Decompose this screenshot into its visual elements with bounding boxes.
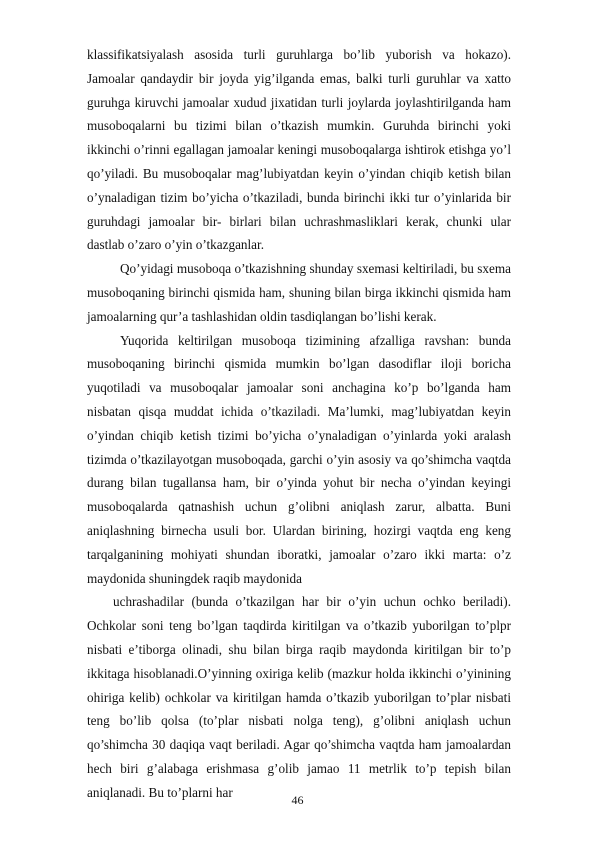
document-page — [87, 43, 511, 805]
page-number: 46 — [291, 793, 304, 807]
paragraph-2: Qo’yidagi musoboqa o’tkazishning shunday sxemasi keltiriladi, bu sxema musoboqaning birinchi qismida ham, shuning bilan birga ikkinchi qismida ham jamoalarning qur’a tashlashidan oldin tasdiqlangan bo’lishi kerak. — [87, 261, 511, 324]
paragraph-1: klassifikatsiyalash asosida turli guruhlarga bo’lib yuborish va hokazo). Jamoalar qandaydir bir joyda yig’ilganda emas, balki turli guruhlar va xatto guruhga kiruvchi jamoalar xudud jixatidan turli joylarda joylashtirilganda ham musoboqalarni bu tizimi bilan o’tkazish mumkin. Guruhda birinchi yoki ikkinchi o’rinni egallagan jamoalar keningi musoboqalarga ishtirok etishga yo’l qo’yiladi. Bu musoboqalar mag’lubiyatdan keyin o’yindan chiqib ketish bilan o’ynaladigan tizim bo’yicha o’tkaziladi, bunda birinchi ikki tur o’yinlarida bir guruhdagi jamoalar bir- birlari bilan uchrashmasliklari kerak, chunki ular dastlab o’zaro o’yin o’tkazganlar. — [87, 47, 511, 253]
paragraph-3: Yuqorida keltirilgan musoboqa tizimining afzalliga ravshan: bunda musoboqaning birinchi qismida mumkin bo’lgan dasodiflar iloji boricha yuqotiladi va musoboqalar jamoalar soni anchagina ko’p bo’lganda ham nisbatan qisqa muddat ichida o’tkaziladi. Ma’lumki, mag’lubiyatdan keyin o’yindan chiqib ketish tizimi bo’yicha o’ynaladigan o’yinlarda yoki aralash tizimda o’tkazilayotgan musoboqada, garchi o’yin asosiy va qo’shimcha vaqtda durang bilan tugallansa ham, bir o’yinda yohut bir necha o’yindan keyingi musoboqalarda qatnashish uchun g’olibni aniqlash zarur, albatta. Buni aniqlashning birnecha usuli bor. Ulardan birining, hozirgi vaqtda eng keng tarqalganining mohiyati shundan iboratki, jamoalar o’zaro ikki marta: o’z maydonida shuningdek raqib maydonida — [87, 332, 511, 586]
paragraph-4: uchrashadilar (bunda o’tkazilgan har bir o’yin uchun ochko beriladi). Ochkolar soni teng bo’lgan taqdirda kiritilgan va o’tkazib yuborilgan to’plpr nisbati e’tiborga olinadi, shu bilan birga raqib maydonda kiritilgan bir to’p ikkitaga hisoblanadi.O’yinning oxiriga kelib (mazkur holda ikkinchi o’yinining ohiriga kelib) ochkolar va kiritilgan hamda o’tkazib yuborilgan to’plar nisbati teng bo’lib qolsa (to’plar nisbati nolga teng), g’olibni aniqlash uchun qo’shimcha 30 daqiqa vaqt beriladi. Agar qo’shimcha vaqtda ham jamoalardan hech biri g’alabaga erishmasa g’olib jamao 11 metrlik to’p tepish bilan aniqlanadi. Bu to’plarni har — [87, 594, 511, 800]
